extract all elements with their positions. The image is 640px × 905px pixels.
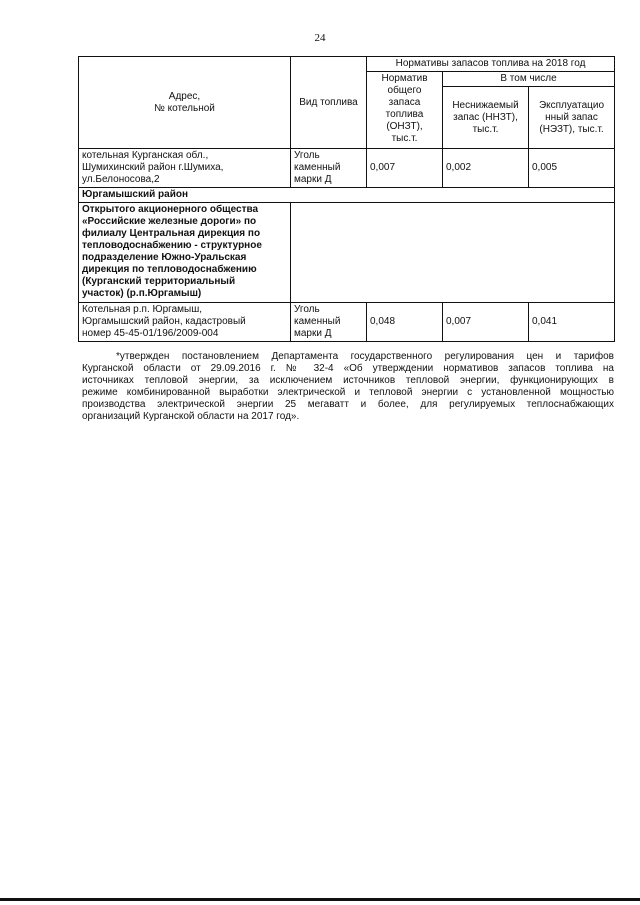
organization-name: Открытого акционерного общества «Российские железные дороги» по филиалу Центральная дирекция по тепловодоснабжению - структурное подразделение Южно-Уральская дирекция по тепловодоснабжению (Курганский территориальный участок) (р.п.Юргамыш) [79, 203, 291, 303]
header-fuel-type: Вид топлива [291, 57, 367, 149]
footnote-line: режиме комбинированной выработки электрической и тепловой энергии с установленной мощностью [82, 387, 614, 398]
page-number: 24 [314, 32, 326, 44]
footnote-line: организаций Курганской области на 2017 год». [82, 411, 300, 422]
row-fuel-type: Уголь каменный марки Д [291, 303, 367, 342]
organization-empty-cell [291, 203, 615, 303]
header-total-norm: Норматив общего запаса топлива (ОНЗТ), тыс.т. [367, 72, 443, 149]
footnote-line: Курганской области от 29.09.2016 г. № 32-4 «Об утверждении нормативов запасов топлива на [82, 363, 614, 374]
row-nezt: 0,005 [529, 149, 615, 188]
row-total-norm: 0,048 [367, 303, 443, 342]
header-norms-title: Нормативы запасов топлива на 2018 год [367, 57, 615, 72]
row-address: котельная Курганская обл., Шумихинский район г.Шумиха, ул.Белоносова,2 [79, 149, 291, 188]
row-nnzt: 0,002 [443, 149, 529, 188]
header-address-line: № котельной [154, 102, 215, 114]
row-fuel-type: Уголь каменный марки Д [291, 149, 367, 188]
section-heading: Юргамышский район [79, 188, 615, 203]
scan-edge-line [0, 898, 640, 901]
footnote-line: источниках тепловой энергии, за исключением источников тепловой энергии, функционирующих в [82, 375, 614, 386]
fuel-norms-table [78, 56, 615, 342]
header-including: В том числе [443, 72, 615, 87]
header-address [79, 57, 291, 149]
row-nezt: 0,041 [529, 303, 615, 342]
header-nezt: Эксплуатацио нный запас (НЭЗТ), тыс.т. [529, 87, 615, 149]
footnote [82, 351, 614, 423]
footnote-line: *утвержден постановлением Департамента государственного регулирования цен и тарифов [116, 351, 614, 362]
row-address: Котельная р.п. Юргамыш, Юргамышский район, кадастровый номер 45-45-01/196/2009-004 [79, 303, 291, 342]
table-row [79, 149, 615, 188]
table-row [79, 303, 615, 342]
row-nnzt: 0,007 [443, 303, 529, 342]
header-address-line: Адрес, [168, 90, 201, 102]
footnote-line: производства электрической энергии 25 мегаватт и более, для регулируемых теплоснабжающих [82, 399, 614, 410]
row-total-norm: 0,007 [367, 149, 443, 188]
header-nnzt: Неснижаемый запас (ННЗТ), тыс.т. [443, 87, 529, 149]
